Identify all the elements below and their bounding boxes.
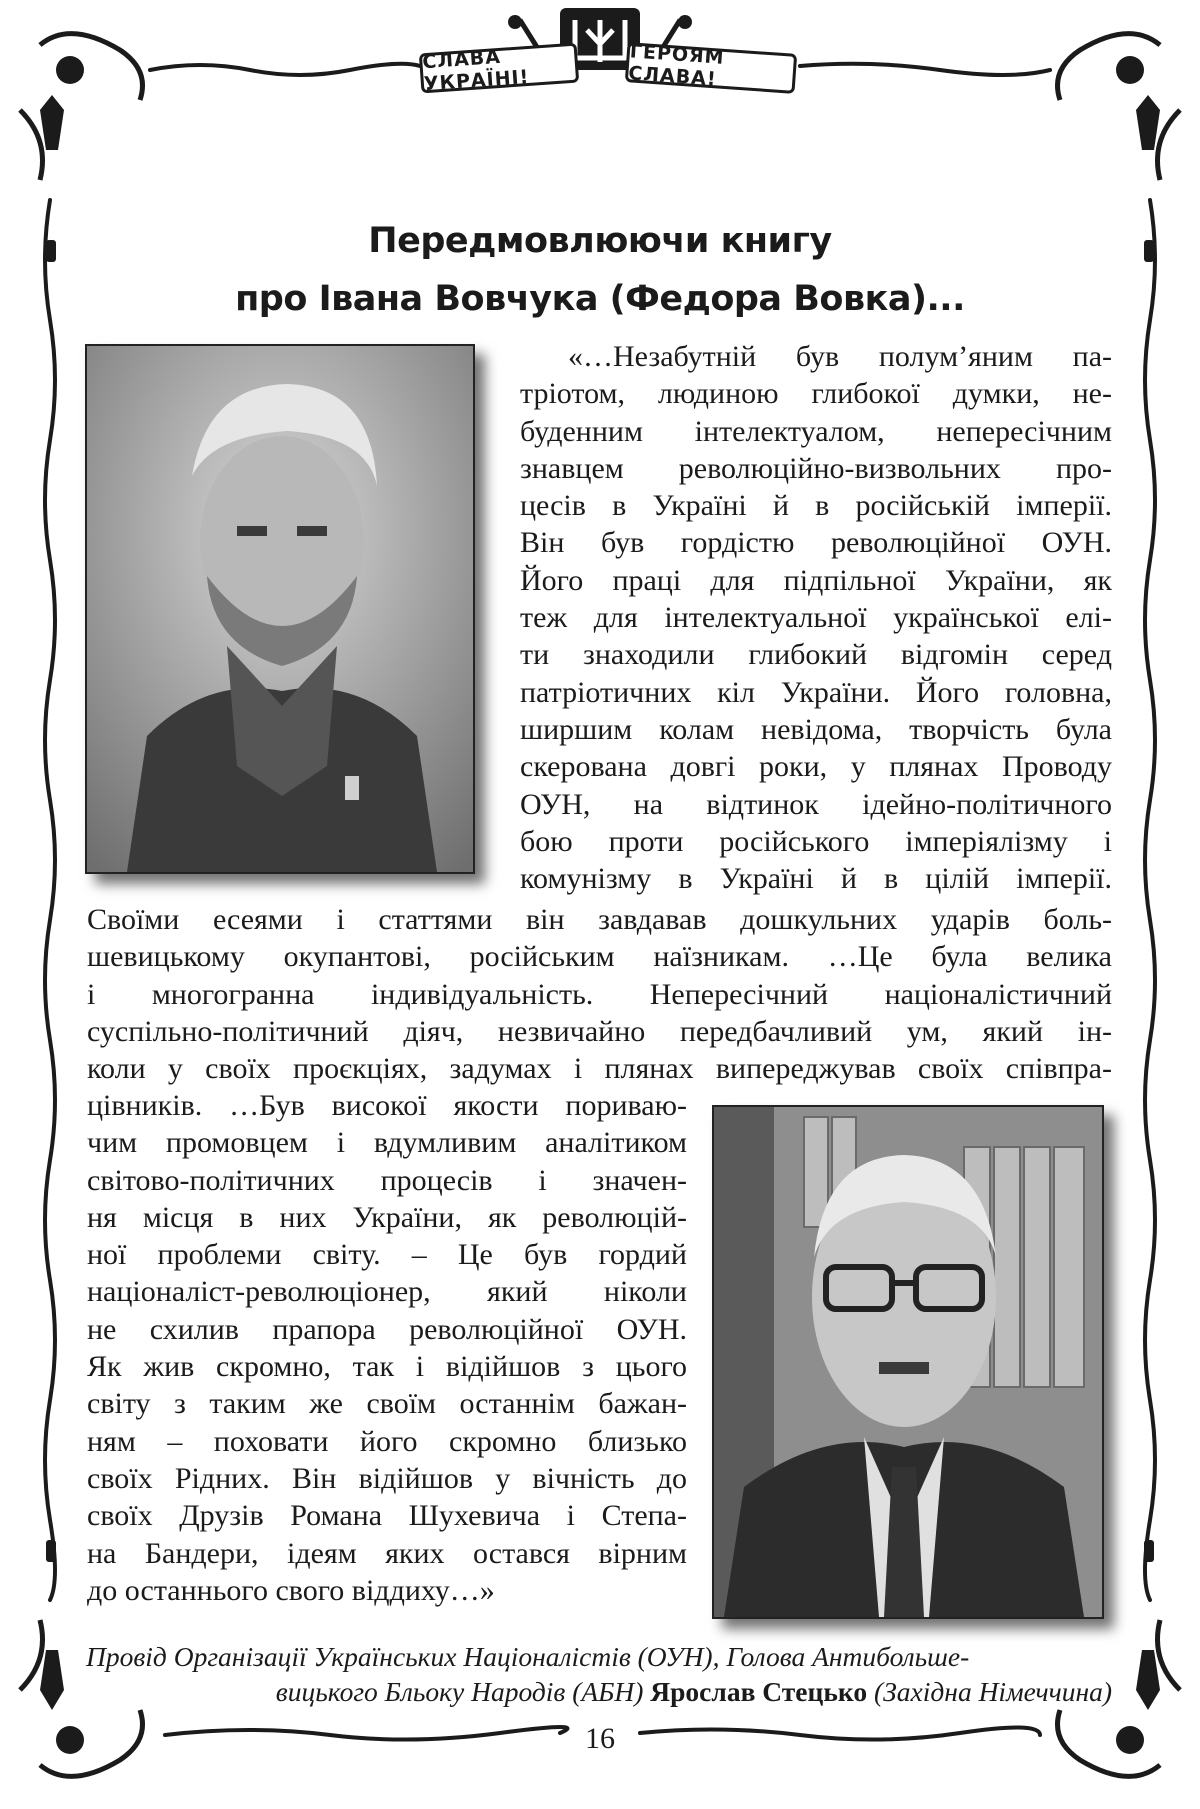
text-line: своїх Друзів Романа Шухевича і Степа- <box>87 1499 687 1533</box>
text-line: чим промовцем і вдумливим аналітиком <box>87 1126 687 1160</box>
text-line: патріотичних кіл України. Його головна, <box>520 675 1112 709</box>
signature-line: Провід Організації Українських Націоналістів (ОУН), Голова Антибольше- <box>86 1641 970 1672</box>
banner-heroiam-slava: ГЕРОЯМ СЛАВА! <box>625 42 797 94</box>
signature-block <box>86 1639 1112 1709</box>
body-text-left-column <box>87 1087 687 1609</box>
body-text-full-width <box>87 901 1112 1087</box>
text-line: суспільно-політичний діяч, незвичайно передбачливий ум, який ін- <box>87 1014 1112 1048</box>
title-line: Передмовлюючи книгу <box>368 221 832 261</box>
text-line: не схилив прапора революційної ОУН. <box>87 1312 687 1346</box>
portrait-photo-vovchuk <box>85 344 475 874</box>
text-line: до останнього свого віддиху…» <box>87 1573 495 1607</box>
text-line: ням – поховати його скромно близько <box>87 1424 687 1458</box>
text-line: Як жив скромно, так і відійшов з цього <box>87 1350 687 1384</box>
signature-line <box>86 1674 1112 1709</box>
text-line: буденним інтелектуалом, непересічним <box>520 414 1112 448</box>
text-line: тріотом, людиною глибокої думки, не- <box>520 377 1112 411</box>
text-line: націоналіст-революціонер, який ніколи <box>87 1275 687 1309</box>
text-line: ти знаходили глибокий відгомін серед <box>520 638 1112 672</box>
text-line: коли у своїх проєкціях, задумах і плянах випереджував своїх співпра- <box>87 1052 1112 1086</box>
text-line: Своїми есеями і статтями він завдавав дошкульних ударів боль- <box>87 903 1112 936</box>
page-number: 16 <box>585 1722 615 1755</box>
text-line: Він був гордістю революційної ОУН. <box>520 526 1112 560</box>
text-line: ної проблеми світу. – Це був гордий <box>87 1238 687 1272</box>
title-line: про Івана Вовчука (Федора Вовка)... <box>235 279 965 319</box>
page-title <box>200 212 1000 328</box>
text-line: світово-політичних процесів і значен- <box>87 1163 687 1197</box>
text-line: ширшим колам невідома, творчість була <box>520 712 1112 746</box>
text-line: цівників. …Був високої якости пориваю- <box>87 1089 687 1122</box>
text-line: своїх Рідних. Він відійшов у вічність до <box>87 1461 687 1495</box>
signature-affiliation: вицького Бльоку Народів (АБН) <box>275 1676 651 1707</box>
text-line: «…Незабутній був полум’яним па- <box>568 340 1112 373</box>
portrait-photo-stetsko <box>712 1105 1104 1619</box>
text-line: Його праці для підпільної України, як <box>520 563 1112 597</box>
text-line: світу з таким же своїм останнім бажан- <box>87 1387 687 1421</box>
text-line: шевицькому окупантові, російським наїзникам. …Це була велика <box>87 940 1112 974</box>
text-line: бою проти російського імперіялізму і <box>520 824 1112 858</box>
text-line: цесів в Україні й в російській імперії. <box>520 489 1112 523</box>
text-line: і многогранна індивідуальність. Непересічний націоналістичний <box>87 977 1112 1011</box>
banner-slava-ukraini: СЛАВА УКРАЇНІ! <box>419 43 579 94</box>
text-line: комунізму в Україні й в цілій імперії. <box>520 862 1112 896</box>
text-line: на Бандери, ідеям яких остався вірним <box>87 1536 687 1570</box>
signature-author-name: Ярослав Стецько <box>650 1676 868 1707</box>
text-line: ня місця в них України, як революцій- <box>87 1200 687 1234</box>
text-line: ОУН, на відтинок ідейно-політичного <box>520 787 1112 821</box>
text-line: скерована довгі роки, у плянах Проводу <box>520 750 1112 784</box>
text-line: знавцем революційно-визвольних про- <box>520 451 1112 485</box>
body-text-right-column <box>520 338 1112 897</box>
text-line: теж для інтелектуальної української елі- <box>520 601 1112 635</box>
signature-location: (Західна Німеччина) <box>867 1676 1112 1707</box>
